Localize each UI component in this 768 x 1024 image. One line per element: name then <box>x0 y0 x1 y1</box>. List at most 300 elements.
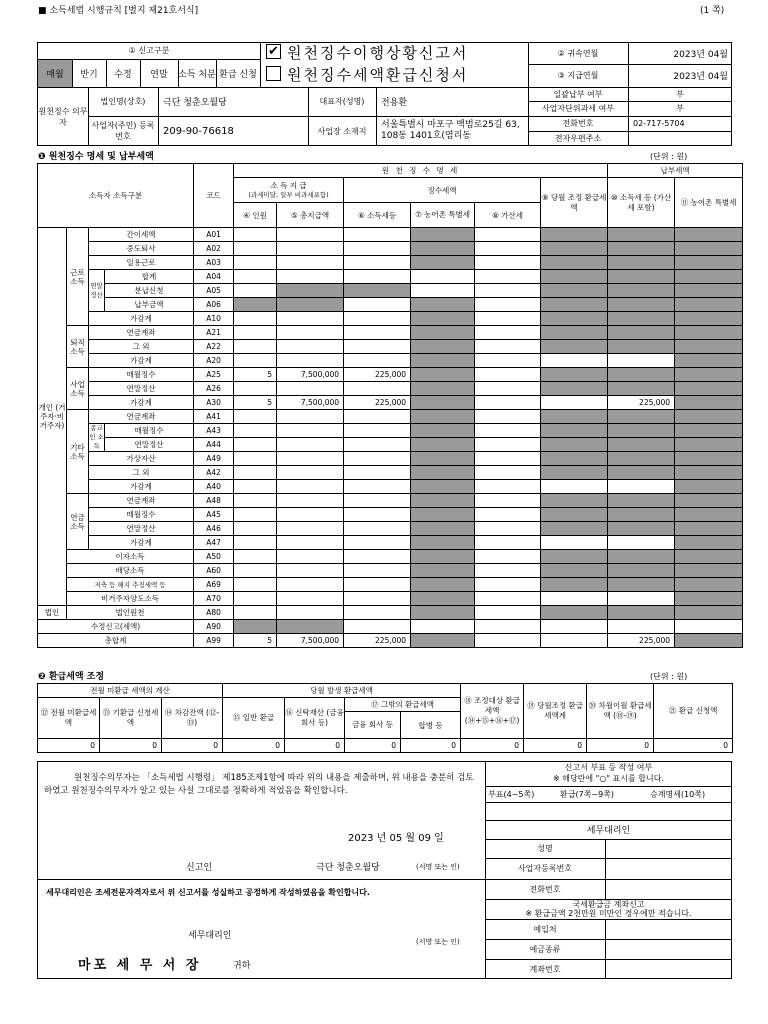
table-cell[interactable] <box>475 522 541 536</box>
row-label: 비거주자양도소득 <box>67 592 194 606</box>
refund-value-cell[interactable]: 0 <box>38 739 100 753</box>
table-cell[interactable] <box>411 270 475 284</box>
table-cell[interactable] <box>411 606 475 620</box>
table-cell[interactable] <box>608 592 675 606</box>
table-cell[interactable] <box>541 494 608 508</box>
table-cell[interactable] <box>234 536 277 550</box>
table-cell[interactable] <box>411 354 475 368</box>
table-cell[interactable] <box>541 480 608 494</box>
table-cell[interactable] <box>411 578 475 592</box>
table-cell[interactable] <box>675 256 743 270</box>
row-label: 연말정산 <box>89 382 194 396</box>
table-cell[interactable] <box>475 242 541 256</box>
table-cell[interactable] <box>234 466 277 480</box>
table-cell[interactable] <box>608 578 675 592</box>
table-cell[interactable] <box>277 312 344 326</box>
table-row <box>38 606 743 620</box>
table-cell[interactable] <box>541 522 608 536</box>
table-cell[interactable] <box>541 340 608 354</box>
table-cell[interactable] <box>608 354 675 368</box>
table-cell[interactable] <box>675 508 743 522</box>
table-cell[interactable] <box>675 298 743 312</box>
table-cell[interactable] <box>411 312 475 326</box>
table-cell[interactable] <box>277 354 344 368</box>
table-cell[interactable] <box>608 536 675 550</box>
table-row <box>38 536 743 550</box>
table-cell[interactable] <box>234 620 277 634</box>
table-cell[interactable] <box>608 606 675 620</box>
row-label: 배당소득 <box>67 564 194 578</box>
address-value: 서울특별시 마포구 백범로25길 63, 108동 1401호(염리동 <box>381 120 520 141</box>
refund-value-cell[interactable]: 0 <box>587 739 654 753</box>
table-cell[interactable]: 225,000 <box>344 368 411 382</box>
table-cell[interactable] <box>608 326 675 340</box>
table-cell[interactable] <box>608 508 675 522</box>
table-cell[interactable] <box>475 564 541 578</box>
table-cell[interactable] <box>234 592 277 606</box>
table-cell[interactable] <box>608 410 675 424</box>
table-cell[interactable] <box>675 522 743 536</box>
row-group-label: 종교인 소득 <box>89 424 104 450</box>
table-cell[interactable] <box>344 438 411 452</box>
h-payrural: ⑪ 농어촌 특별세 <box>675 178 743 228</box>
table-cell[interactable] <box>411 298 475 312</box>
table-cell[interactable] <box>475 312 541 326</box>
table-cell[interactable] <box>411 326 475 340</box>
table-cell[interactable] <box>475 620 541 634</box>
attach-item-refund[interactable]: 환급(7쪽~9쪽) <box>560 789 615 799</box>
table-cell[interactable] <box>608 438 675 452</box>
table-cell[interactable] <box>541 382 608 396</box>
table-cell[interactable] <box>675 494 743 508</box>
table-cell[interactable] <box>344 354 411 368</box>
table-cell[interactable] <box>608 312 675 326</box>
table-cell[interactable] <box>344 466 411 480</box>
table-cell[interactable] <box>675 228 743 242</box>
table-cell[interactable] <box>234 256 277 270</box>
row-code: A49 <box>194 452 234 466</box>
table-cell[interactable] <box>541 284 608 298</box>
table-cell[interactable] <box>411 452 475 466</box>
table-cell[interactable] <box>608 368 675 382</box>
table-cell[interactable] <box>541 620 608 634</box>
table-cell[interactable] <box>277 494 344 508</box>
table-cell[interactable] <box>541 634 608 648</box>
table-cell[interactable] <box>411 242 475 256</box>
table-cell[interactable] <box>411 634 475 648</box>
unit-tax-label: 사업자단위과세 여부 <box>541 104 615 113</box>
refund-value-cell[interactable]: 0 <box>285 739 345 753</box>
table-cell[interactable] <box>608 340 675 354</box>
agent-label: 세무대리인 <box>188 931 232 941</box>
table-cell[interactable] <box>344 382 411 396</box>
reporter-label: 신고인 <box>186 863 213 873</box>
table-cell[interactable] <box>675 634 743 648</box>
table-cell[interactable] <box>344 270 411 284</box>
table-cell[interactable] <box>675 270 743 284</box>
table-cell[interactable]: 225,000 <box>608 396 675 410</box>
table-cell[interactable] <box>675 312 743 326</box>
belong-month-value: 2023년 04월 <box>673 49 728 60</box>
table-cell[interactable] <box>608 564 675 578</box>
table-cell[interactable] <box>541 438 608 452</box>
row-code: A45 <box>194 508 234 522</box>
table-cell[interactable] <box>411 284 475 298</box>
table-cell[interactable] <box>277 564 344 578</box>
refund-value-cell[interactable]: 0 <box>461 739 524 753</box>
table-cell[interactable] <box>675 550 743 564</box>
table-cell[interactable] <box>608 228 675 242</box>
table-cell[interactable] <box>475 410 541 424</box>
table-cell[interactable] <box>234 480 277 494</box>
table-cell[interactable] <box>475 228 541 242</box>
table-cell[interactable] <box>277 382 344 396</box>
table-cell[interactable] <box>234 606 277 620</box>
table-cell[interactable] <box>344 578 411 592</box>
h-cur: 당월 발생 환급세액 <box>223 684 461 698</box>
table-cell[interactable] <box>234 270 277 284</box>
table-cell[interactable]: 5 <box>234 634 277 648</box>
table-cell[interactable] <box>344 522 411 536</box>
phone-label: 전화번호 <box>562 119 594 128</box>
table-cell[interactable] <box>541 410 608 424</box>
table-cell[interactable] <box>411 396 475 410</box>
table-cell[interactable] <box>675 382 743 396</box>
table-cell[interactable] <box>675 578 743 592</box>
table-cell[interactable] <box>475 256 541 270</box>
report-type-yearend[interactable]: 연말 <box>150 70 168 80</box>
table-cell[interactable] <box>475 396 541 410</box>
table-cell[interactable] <box>411 508 475 522</box>
table-cell[interactable] <box>344 620 411 634</box>
table-cell[interactable] <box>277 452 344 466</box>
table-cell[interactable] <box>234 438 277 452</box>
table-cell[interactable] <box>608 550 675 564</box>
table-cell[interactable] <box>675 410 743 424</box>
table-cell[interactable] <box>411 620 475 634</box>
table-row <box>38 452 743 466</box>
table-cell[interactable] <box>234 284 277 298</box>
table-cell[interactable] <box>608 270 675 284</box>
row-label: 가상자산 <box>89 452 194 466</box>
table-cell[interactable] <box>475 494 541 508</box>
agent-field-bizno: 사업자등록번호 <box>517 864 573 873</box>
table-cell[interactable] <box>344 340 411 354</box>
pay-month-label: ③ 지급연월 <box>557 71 599 80</box>
table-cell[interactable] <box>234 228 277 242</box>
table-cell[interactable] <box>675 452 743 466</box>
table-cell[interactable] <box>541 508 608 522</box>
table-cell[interactable] <box>608 298 675 312</box>
table-cell[interactable]: 5 <box>234 368 277 382</box>
refund-value-cell[interactable]: 0 <box>100 739 162 753</box>
table-cell[interactable] <box>475 592 541 606</box>
table-cell[interactable] <box>277 592 344 606</box>
report-type-half[interactable]: 반기 <box>80 70 98 80</box>
row-label: 수정신고(세액) <box>38 620 194 634</box>
table-cell[interactable] <box>277 256 344 270</box>
table-cell[interactable] <box>234 452 277 466</box>
refund-value-cell[interactable]: 0 <box>401 739 461 753</box>
section2-unit: (단위 : 원) <box>650 672 688 681</box>
table-cell[interactable] <box>277 326 344 340</box>
table-cell[interactable] <box>675 396 743 410</box>
table-cell[interactable] <box>675 340 743 354</box>
table-cell[interactable]: 7,500,000 <box>277 368 344 382</box>
report-type-disposition[interactable]: 소득 처분 <box>178 70 216 80</box>
table-cell[interactable] <box>411 564 475 578</box>
table-cell[interactable] <box>344 312 411 326</box>
table-cell[interactable] <box>411 410 475 424</box>
table-cell[interactable] <box>675 368 743 382</box>
table-cell[interactable] <box>344 298 411 312</box>
table-cell[interactable] <box>234 242 277 256</box>
table-cell[interactable] <box>475 508 541 522</box>
table-cell[interactable] <box>541 424 608 438</box>
table-cell[interactable] <box>608 494 675 508</box>
table-cell[interactable] <box>608 522 675 536</box>
table-cell[interactable] <box>675 284 743 298</box>
table-row <box>38 494 743 508</box>
table-cell[interactable] <box>344 494 411 508</box>
table-cell[interactable] <box>277 522 344 536</box>
refund-value-cell[interactable]: 0 <box>162 739 223 753</box>
table-cell[interactable] <box>475 578 541 592</box>
table-cell[interactable] <box>541 228 608 242</box>
table-cell[interactable] <box>344 228 411 242</box>
table-cell[interactable] <box>608 424 675 438</box>
table-cell[interactable] <box>675 466 743 480</box>
report-type-amend[interactable]: 수정 <box>114 70 132 80</box>
table-cell[interactable] <box>277 620 344 634</box>
table-cell[interactable] <box>475 550 541 564</box>
table-cell[interactable] <box>541 368 608 382</box>
table-cell[interactable] <box>344 564 411 578</box>
table-cell[interactable] <box>475 452 541 466</box>
table-cell[interactable]: 225,000 <box>344 396 411 410</box>
table-cell[interactable] <box>675 592 743 606</box>
row-label: 연금계좌 <box>89 326 194 340</box>
table-cell[interactable]: 7,500,000 <box>277 634 344 648</box>
table-cell[interactable] <box>608 452 675 466</box>
table-cell[interactable] <box>344 410 411 424</box>
table-cell[interactable] <box>475 438 541 452</box>
table-cell[interactable] <box>608 466 675 480</box>
table-cell[interactable] <box>277 578 344 592</box>
table-cell[interactable] <box>541 298 608 312</box>
refund-value-cell[interactable]: 0 <box>345 739 401 753</box>
table-cell[interactable] <box>475 634 541 648</box>
table-cell[interactable] <box>475 326 541 340</box>
table-cell[interactable] <box>344 424 411 438</box>
table-cell[interactable] <box>675 564 743 578</box>
table-cell[interactable] <box>277 480 344 494</box>
table-cell[interactable] <box>675 606 743 620</box>
table-cell[interactable] <box>234 564 277 578</box>
table-cell[interactable] <box>541 466 608 480</box>
h15: ⑮ 일반 환급 <box>223 698 285 739</box>
table-cell[interactable] <box>277 466 344 480</box>
row-label: 납부금액 <box>105 298 194 312</box>
table-cell[interactable] <box>234 550 277 564</box>
table-cell[interactable] <box>344 508 411 522</box>
table-cell[interactable] <box>475 536 541 550</box>
table-cell[interactable] <box>675 424 743 438</box>
table-cell[interactable] <box>234 382 277 396</box>
table-cell[interactable] <box>541 452 608 466</box>
table-cell[interactable]: 7,500,000 <box>277 396 344 410</box>
table-cell[interactable] <box>675 438 743 452</box>
table-cell[interactable] <box>608 242 675 256</box>
table-cell[interactable] <box>675 354 743 368</box>
table-cell[interactable] <box>475 606 541 620</box>
refund-value-cell[interactable]: 0 <box>223 739 285 753</box>
table-cell[interactable] <box>344 536 411 550</box>
table-cell[interactable] <box>234 494 277 508</box>
table-cell[interactable] <box>411 424 475 438</box>
table-cell[interactable] <box>411 228 475 242</box>
table-cell[interactable] <box>541 256 608 270</box>
table-cell[interactable] <box>234 522 277 536</box>
table-cell[interactable] <box>541 536 608 550</box>
table-cell[interactable] <box>234 578 277 592</box>
table-cell[interactable] <box>411 522 475 536</box>
table-cell[interactable] <box>541 606 608 620</box>
title-checkbox-1[interactable] <box>266 44 281 59</box>
table-cell[interactable] <box>277 550 344 564</box>
table-cell[interactable] <box>411 368 475 382</box>
report-type-refund[interactable]: 환급 신청 <box>219 70 257 80</box>
table-cell[interactable] <box>234 424 277 438</box>
attach-item-supplement[interactable]: 부표(4~5쪽) <box>488 789 535 799</box>
table-cell[interactable] <box>541 396 608 410</box>
refund-value-cell[interactable]: 0 <box>524 739 587 753</box>
table-cell[interactable] <box>277 606 344 620</box>
table-cell[interactable] <box>344 284 411 298</box>
table-cell[interactable] <box>411 466 475 480</box>
table-cell[interactable] <box>277 284 344 298</box>
table-cell[interactable] <box>277 424 344 438</box>
table-cell[interactable] <box>344 606 411 620</box>
table-cell[interactable] <box>411 382 475 396</box>
table-cell[interactable] <box>475 354 541 368</box>
table-cell[interactable] <box>541 592 608 606</box>
table-cell[interactable] <box>541 354 608 368</box>
table-cell[interactable] <box>277 438 344 452</box>
table-cell[interactable] <box>475 466 541 480</box>
table-cell[interactable] <box>344 242 411 256</box>
table-cell[interactable] <box>541 578 608 592</box>
table-cell[interactable] <box>344 326 411 340</box>
table-cell[interactable] <box>277 228 344 242</box>
row-code: A44 <box>194 438 234 452</box>
table-cell[interactable]: 5 <box>234 396 277 410</box>
table-cell[interactable] <box>608 480 675 494</box>
table-cell[interactable] <box>277 508 344 522</box>
table-cell[interactable] <box>344 592 411 606</box>
refund-value-cell[interactable]: 0 <box>654 739 733 753</box>
rep-label: 대표자(성명) <box>319 97 365 106</box>
row-label: 간이세액 <box>89 228 194 242</box>
row-code: A50 <box>194 550 234 564</box>
table-cell[interactable] <box>675 242 743 256</box>
attach-item-succession[interactable]: 승계명세(10쪽) <box>650 789 706 799</box>
table-cell[interactable] <box>541 326 608 340</box>
table-cell[interactable] <box>234 326 277 340</box>
table-cell[interactable] <box>475 382 541 396</box>
table-cell[interactable] <box>234 340 277 354</box>
table-cell[interactable] <box>475 298 541 312</box>
table-cell[interactable] <box>475 340 541 354</box>
table-cell[interactable] <box>234 354 277 368</box>
table-row <box>38 480 743 494</box>
table-cell[interactable] <box>411 256 475 270</box>
table-cell[interactable] <box>411 340 475 354</box>
table-row <box>38 620 743 634</box>
report-type-monthly[interactable]: 매월 <box>38 60 72 87</box>
table-cell[interactable] <box>234 298 277 312</box>
table-cell[interactable] <box>344 550 411 564</box>
table-cell[interactable] <box>608 382 675 396</box>
table-cell[interactable] <box>277 410 344 424</box>
table-cell[interactable] <box>475 284 541 298</box>
table-cell[interactable] <box>608 256 675 270</box>
table-cell[interactable] <box>411 480 475 494</box>
table-cell[interactable] <box>411 438 475 452</box>
table-cell[interactable] <box>277 298 344 312</box>
table-cell[interactable] <box>277 536 344 550</box>
table-cell[interactable] <box>411 494 475 508</box>
table-cell[interactable] <box>675 326 743 340</box>
table-cell[interactable] <box>344 480 411 494</box>
table-cell[interactable] <box>675 620 743 634</box>
belong-month-label: ② 귀속연월 <box>557 48 599 58</box>
table-cell[interactable] <box>277 340 344 354</box>
table-cell[interactable] <box>277 270 344 284</box>
table-cell[interactable] <box>608 620 675 634</box>
table-cell[interactable] <box>675 536 743 550</box>
table-cell[interactable] <box>475 270 541 284</box>
table-cell[interactable] <box>541 270 608 284</box>
refund-table <box>37 683 733 753</box>
table-cell[interactable]: 225,000 <box>608 634 675 648</box>
title-checkbox-2[interactable] <box>266 66 281 83</box>
table-cell[interactable]: 225,000 <box>344 634 411 648</box>
table-cell[interactable] <box>234 312 277 326</box>
row-code: A06 <box>194 298 234 312</box>
row-code: A69 <box>194 578 234 592</box>
table-cell[interactable] <box>541 312 608 326</box>
table-cell[interactable] <box>344 256 411 270</box>
table-cell[interactable] <box>541 564 608 578</box>
table-cell[interactable] <box>475 424 541 438</box>
table-cell[interactable] <box>541 550 608 564</box>
row-code: A60 <box>194 564 234 578</box>
table-cell[interactable] <box>411 592 475 606</box>
table-cell[interactable] <box>234 508 277 522</box>
table-cell[interactable] <box>475 368 541 382</box>
table-cell[interactable] <box>475 480 541 494</box>
table-cell[interactable] <box>277 242 344 256</box>
table-cell[interactable] <box>234 410 277 424</box>
table-cell[interactable] <box>541 242 608 256</box>
table-cell[interactable] <box>411 550 475 564</box>
table-cell[interactable] <box>608 284 675 298</box>
table-cell[interactable] <box>675 480 743 494</box>
table-cell[interactable] <box>411 536 475 550</box>
row-label: 총합계 <box>38 634 194 648</box>
table-cell[interactable] <box>344 452 411 466</box>
